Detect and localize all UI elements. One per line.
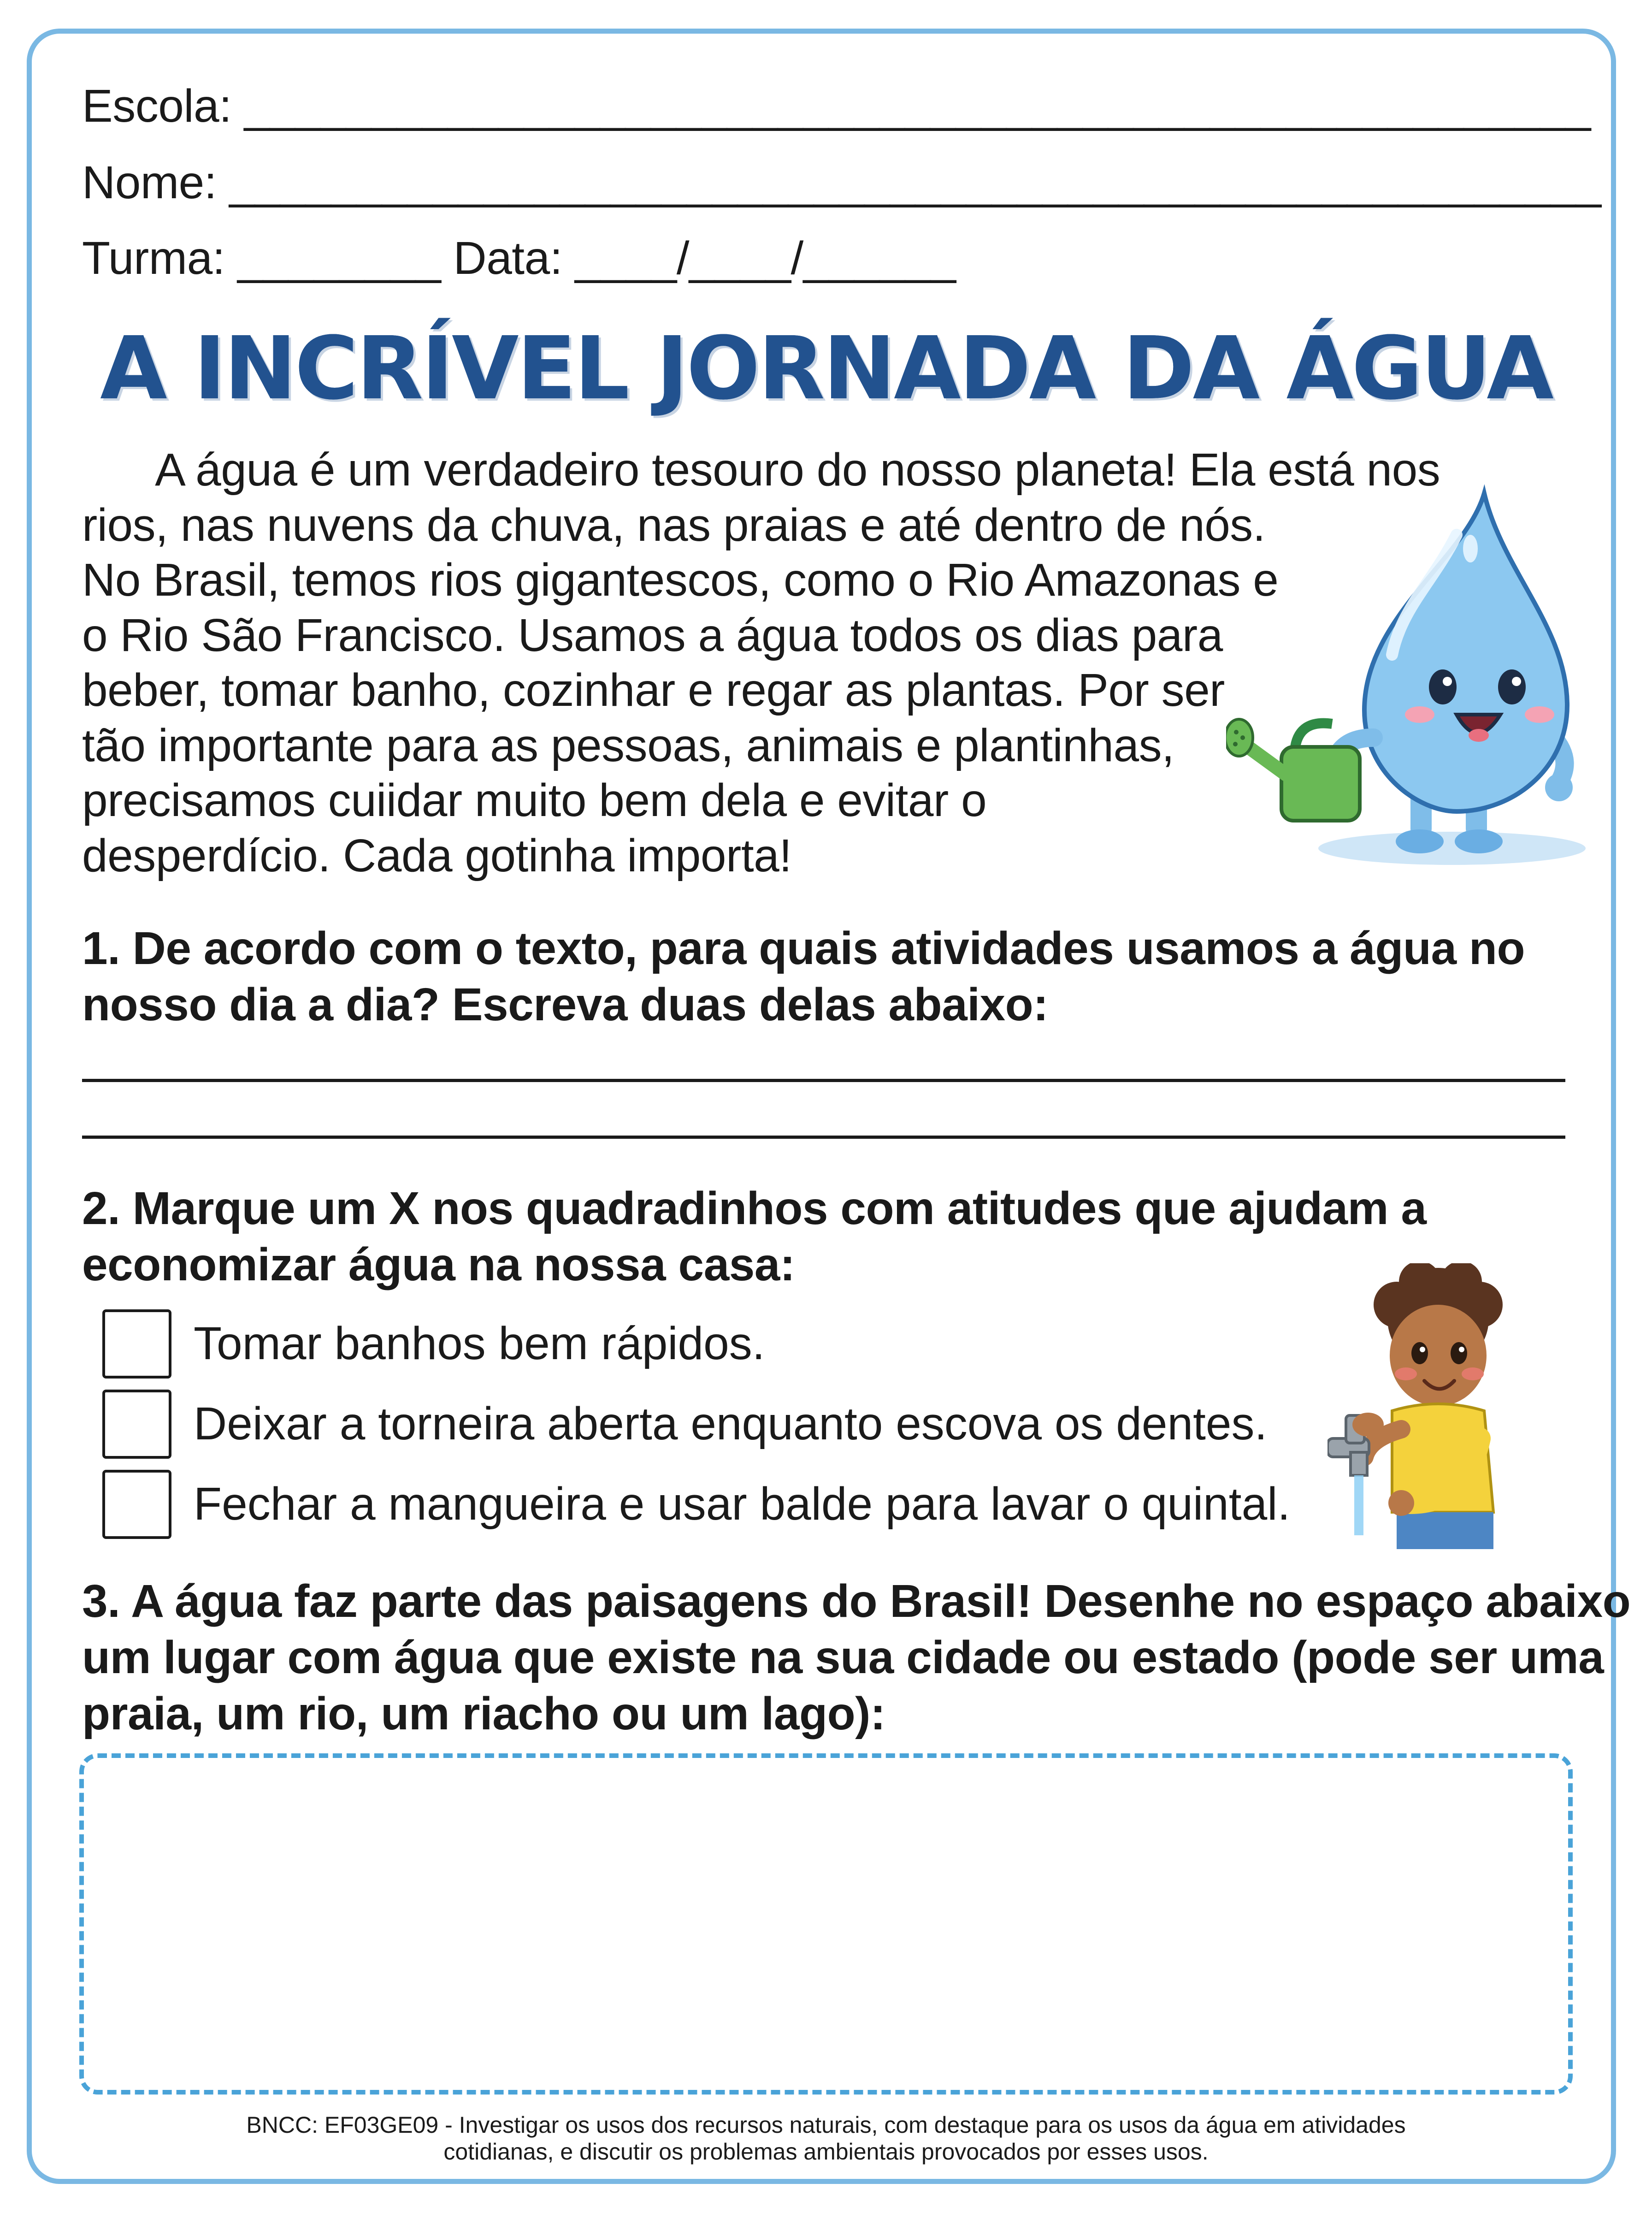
question-1	[82, 920, 1525, 1033]
school-field[interactable]: Escola: _____________________________________________________	[82, 80, 1591, 132]
page-title: A INCRÍVEL JORNADA DA ÁGUA	[100, 318, 1552, 419]
option-item	[102, 1309, 1347, 1379]
boy-washing-hands-illustration	[1328, 1263, 1530, 1549]
question-3-line: praia, um rio, um riacho ou um lago):	[82, 1688, 885, 1740]
option-checkbox[interactable]	[102, 1309, 171, 1379]
option-label: Fechar a mangueira e usar balde para lavar o quintal.	[194, 1478, 1291, 1530]
option-item	[102, 1390, 1347, 1459]
question-1-line: nosso dia a dia? Escreva duas delas abaixo:	[82, 979, 1049, 1030]
paragraph-line: o Rio São Francisco. Usamos a água todos os dias para	[82, 609, 1223, 661]
paragraph-line: rios, nas nuvens da chuva, nas praias e até dentro de nós.	[82, 499, 1266, 551]
option-label: Deixar a torneira aberta enquanto escova os dentes.	[194, 1398, 1268, 1450]
answer-line-2[interactable]	[82, 1136, 1565, 1139]
paragraph-line: desperdício. Cada gotinha importa!	[82, 829, 792, 882]
question-2-line: economizar água na nossa casa:	[82, 1239, 795, 1290]
question-3-line: um lugar com água que existe na sua cidade ou estado (pode ser uma	[82, 1632, 1604, 1683]
answer-line-1[interactable]	[82, 1079, 1565, 1082]
paragraph-line: beber, tomar banho, cozinhar e regar as plantas. Por ser	[82, 664, 1225, 716]
paragraph-line: precisamos cuiidar muito bem dela e evitar o	[82, 775, 987, 826]
water-drop-mascot-illustration	[1226, 479, 1595, 867]
bncc-footer	[0, 2112, 1652, 2165]
drawing-area[interactable]	[79, 1753, 1573, 2095]
paragraph-line: No Brasil, temos rios gigantescos, como o Rio Amazonas e	[82, 554, 1279, 606]
footer-line: BNCC: EF03GE09 - Investigar os usos dos recursos naturais, com destaque para os usos da água em atividades	[246, 2112, 1406, 2138]
paragraph-line: A água é um verdadeiro tesouro do nosso planeta! Ela está nos	[82, 444, 1440, 496]
question-3	[82, 1573, 1630, 1742]
question-2-line: 2. Marque um X nos quadradinhos com atitudes que ajudam a	[82, 1183, 1427, 1234]
paragraph-line: tão importante para as pessoas, animais e plantinhas,	[82, 719, 1174, 771]
option-label: Tomar banhos bem rápidos.	[194, 1318, 765, 1369]
question-3-line: 3. A água faz parte das paisagens do Brasil! Desenhe no espaço abaixo	[82, 1575, 1631, 1627]
class-date-field[interactable]: Turma: ________ Data: ____/____/______	[82, 232, 956, 284]
footer-line: cotidianas, e discutir os problemas ambientais provocados por esses usos.	[443, 2139, 1209, 2165]
name-field[interactable]: Nome: ______________________________________________________	[82, 157, 1601, 208]
option-checkbox[interactable]	[102, 1470, 171, 1539]
option-item	[102, 1470, 1347, 1539]
question-1-line: 1. De acordo com o texto, para quais atividades usamos a água no	[82, 923, 1525, 974]
question-2	[82, 1180, 1426, 1293]
option-checkbox[interactable]	[102, 1390, 171, 1459]
